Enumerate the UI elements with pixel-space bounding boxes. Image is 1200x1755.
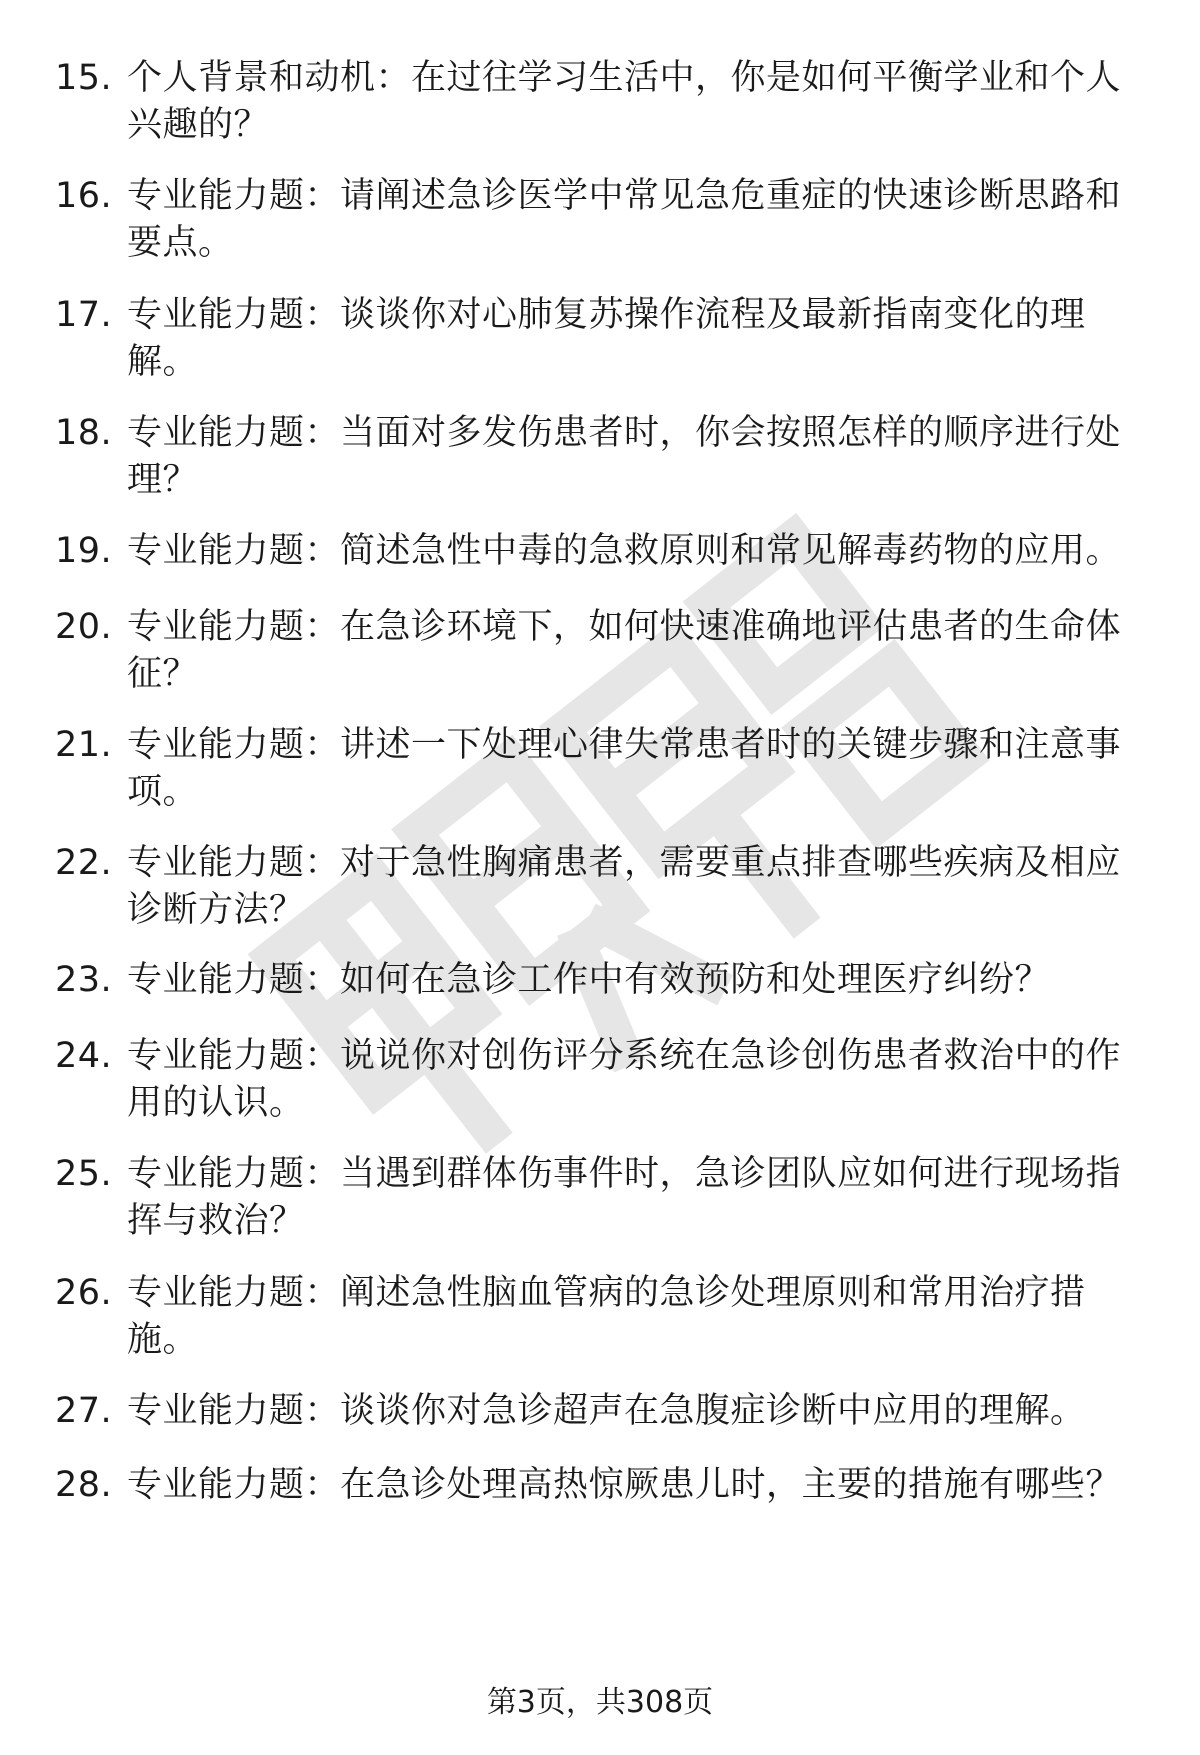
question-text: 专业能力题：在急诊环境下，如何快速准确地评估患者的生命体征？ [127,607,1122,694]
question-number: 18. [55,413,113,453]
question-number: 22. [55,843,113,883]
question-number: 21. [55,725,113,765]
question-text: 专业能力题：讲述一下处理心律失常患者时的关键步骤和注意事项。 [127,725,1122,812]
question-text: 个人背景和动机：在过往学习生活中，你是如何平衡学业和个人兴趣的？ [127,58,1122,145]
question-text: 专业能力题：在急诊处理高热惊厥患儿时，主要的措施有哪些？ [127,1465,1122,1505]
question-text: 专业能力题：简述急性中毒的急救原则和常见解毒药物的应用。 [127,531,1122,571]
question-number: 24. [55,1036,113,1076]
question-number: 19. [55,531,113,571]
question-text: 专业能力题：如何在急诊工作中有效预防和处理医疗纠纷？ [127,960,1051,1000]
question-number: 28. [55,1465,113,1505]
question-text: 专业能力题：阐述急性脑血管病的急诊处理原则和常用治疗措施。 [127,1273,1086,1360]
question-text: 专业能力题：谈谈你对心肺复苏操作流程及最新指南变化的理解。 [127,295,1086,382]
question-text: 专业能力题：当面对多发伤患者时，你会按照怎样的顺序进行处理？ [127,413,1122,500]
page-number-footer: 第3页，共308页 [486,1685,714,1720]
question-number: 26. [55,1273,113,1313]
question-number: 20. [55,607,113,647]
question-text: 专业能力题：对于急性胸痛患者，需要重点排查哪些疾病及相应诊断方法？ [127,843,1122,930]
question-text: 专业能力题：当遇到群体伤事件时，急诊团队应如何进行现场指挥与救治？ [127,1154,1122,1241]
question-number: 25. [55,1154,113,1194]
question-number: 23. [55,960,113,1000]
question-number: 17. [55,295,113,335]
question-number: 16. [55,176,113,216]
question-number: 27. [55,1391,113,1431]
question-number: 15. [55,58,113,98]
question-text: 专业能力题：说说你对创伤评分系统在急诊创伤患者救治中的作用的认识。 [127,1036,1122,1123]
question-text: 专业能力题：请阐述急诊医学中常见急危重症的快速诊断思路和要点。 [127,176,1122,263]
question-text: 专业能力题：谈谈你对急诊超声在急腹症诊断中应用的理解。 [127,1391,1086,1431]
